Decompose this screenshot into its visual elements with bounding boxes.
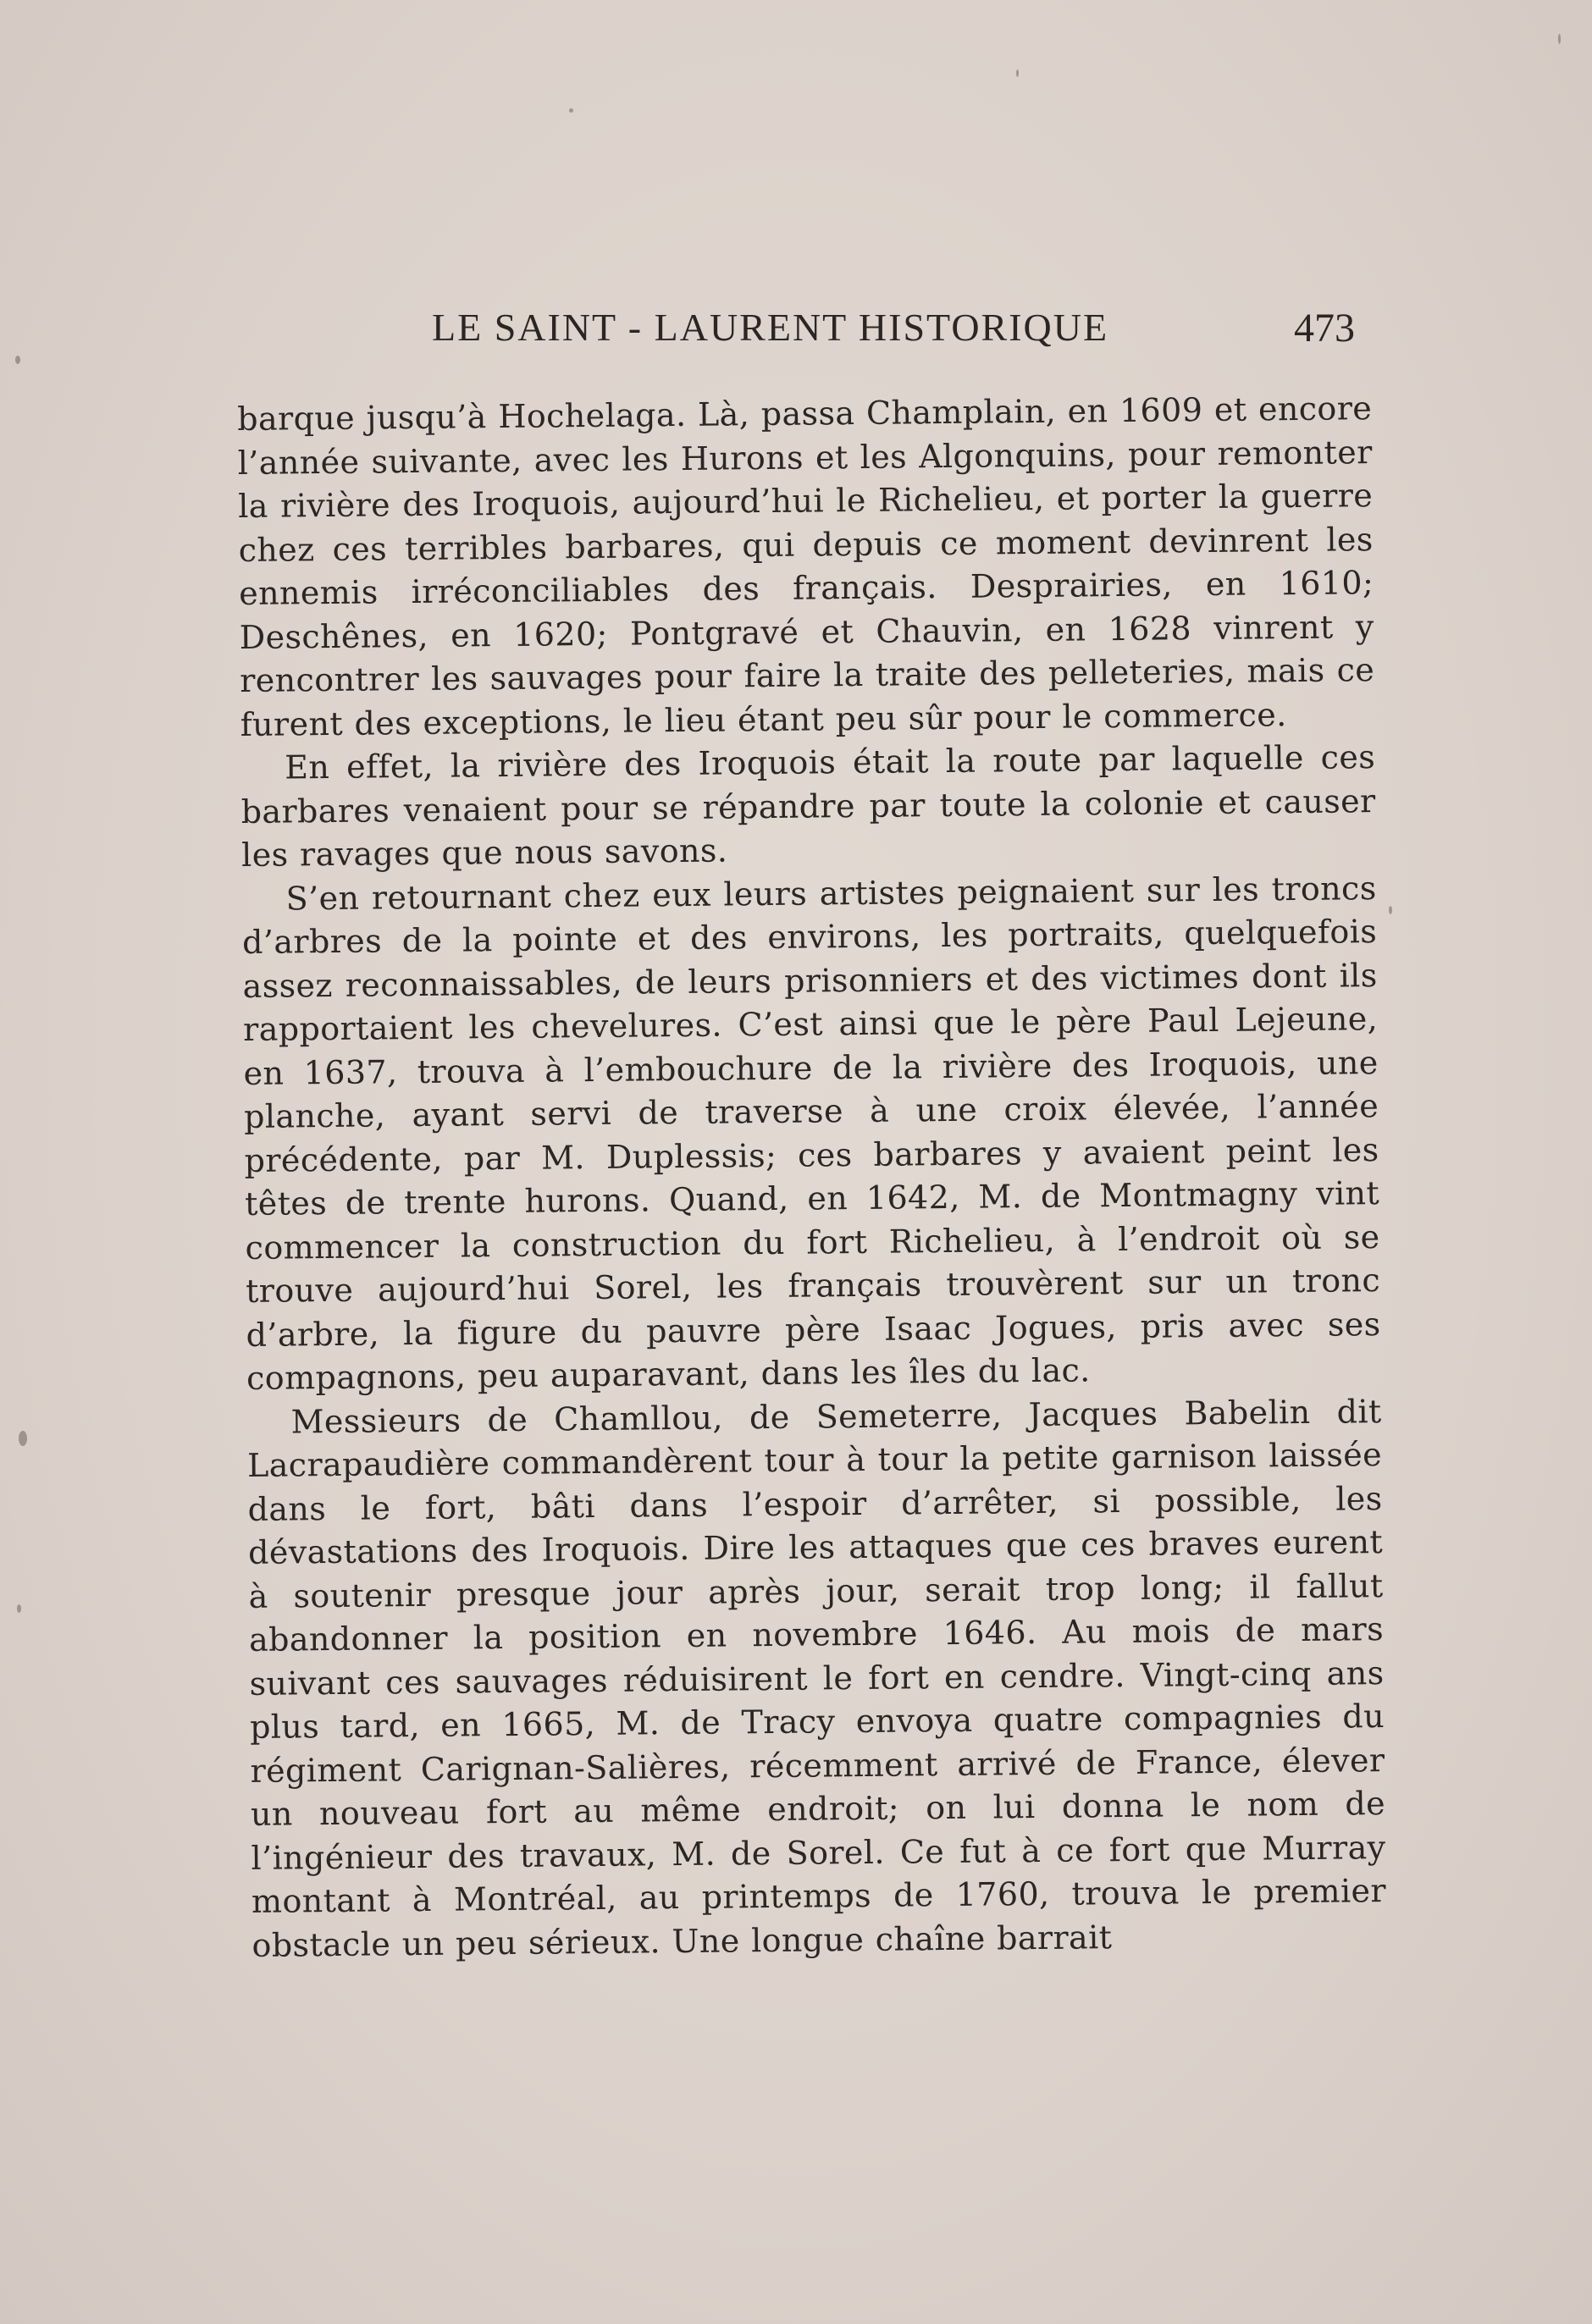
page-number: 473	[1294, 306, 1355, 351]
paragraph-2: En effet, la rivière des Iroquois était la route par laquelle ces barbares venaient pour se répandre par toute la colonie et causer les ravages que nous savons.	[240, 738, 1376, 874]
paper-speck	[1016, 69, 1019, 77]
paper-speck	[17, 1604, 21, 1613]
paragraph-1: barque jusqu’à Hochelaga. Là, passa Champlain, en 1609 et encore l’année suivante, avec les Hurons et les Algonquins, pour remonter la rivière des Iroquois, aujourd’hui le Richelieu, et porter la guerre chez ces terribles barbares, qui depuis ce moment devinrent les ennemis irréconciliables des français. Desprairies, en 1610; Deschênes, en 1620; Pontgravé et Chauvin, en 1628 vinrent y rencontrer les sauvages pour faire la traite des pelleteries, mais ce furent des exceptions, le lieu étant peu sûr pour le commerce.	[237, 389, 1375, 743]
paper-speck	[19, 1431, 27, 1446]
paper-speck	[1558, 34, 1561, 44]
paragraph-3: S’en retournant chez eux leurs artistes peignaient sur les troncs d’arbres de la pointe et des environs, les portraits, quelquefois assez reconnaissables, de leurs prisonniers et des victimes dont ils rapportaient les chevelures. C’est ainsi que le père Paul Lejeune, en 1637, trouva à l’embouchure de la rivière des Iroquois, une planche, ayant servi de traverse à une croix élevée, l’année précédente, par M. Duplessis; ces barbares y avaient peint les têtes de trente hurons. Quand, en 1642, M. de Montmagny vint commencer la construction du fort Richelieu, à l’endroit où se trouve aujourd’hui Sorel, les français trouvèrent sur un tronc d’arbre, la figure du pauvre père Isaac Jogues, pris avec ses compagnons, peu auparavant, dans les îles du lac.	[241, 869, 1381, 1397]
body-text	[237, 387, 1387, 1968]
running-title: LE SAINT - LAURENT HISTORIQUE	[432, 306, 1109, 349]
running-head	[432, 305, 1355, 356]
paper-speck	[1389, 906, 1392, 914]
paper-speck	[15, 356, 20, 364]
paper-speck	[569, 108, 573, 113]
paragraph-4: Messieurs de Chamllou, de Semeterre, Jacques Babelin dit Lacrapaudière commandèrent tour à tour la petite garnison laissée dans le fort, bâti dans l’espoir d’arrêter, si possible, les dévastations des Iroquois. Dire les attaques que ces braves eurent à soutenir presque jour après jour, serait trop long; il fallut abandonner la position en novembre 1646. Au mois de mars suivant ces sauvages réduisirent le fort en cendre. Vingt-cinq ans plus tard, en 1665, M. de Tracy envoya quatre compagnies du régiment Carignan-Salières, récemment arrivé de France, élever un nouveau fort au même endroit; on lui donna le nom de l’ingénieur des travaux, M. de Sorel. Ce fut à ce fort que Murray montant à Montréal, au printemps de 1760, trouva le premier obstacle un peu sérieux. Une longue chaîne barrait	[246, 1392, 1387, 1964]
